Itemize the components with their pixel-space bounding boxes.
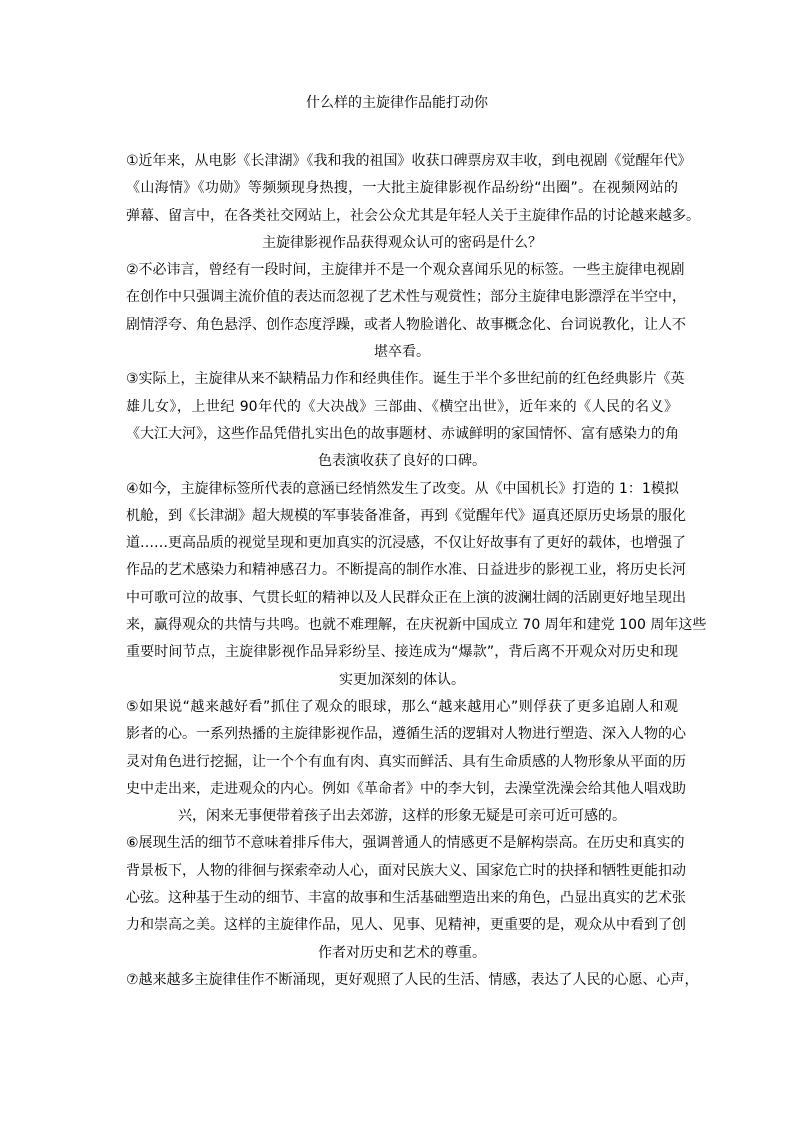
paragraph-7-line: ⑦越来越多主旋律佳作不断涌现，更好观照了人民的生活、情感，表达了人民的心愿、心声， (126, 971, 699, 988)
paragraph-2-line: 剧情浮夸、角色悬浮、创作态度浮躁，或者人物脸谱化、故事概念化、台词说教化，让人不 (126, 316, 686, 333)
paragraph-5-line: 灵对角色进行挖掘，让一个个有血有肉、真实而鲜活、具有生命质感的人物形象从平面的历 (126, 753, 686, 770)
paragraph-4-line: 重要时间节点，主旋律影视作品异彩纷呈、接连成为“爆款”，背后离不开观众对历史和现 (126, 644, 678, 661)
paragraph-4-line: 道……更高品质的视觉呈现和更加真实的沉浸感，不仅让好故事有了更好的载体，也增强了 (126, 535, 686, 552)
paragraph-2-line: 在创作中只强调主流价值的表达而忽视了艺术性与观赏性；部分主旋律电影漂浮在半空中， (126, 289, 686, 306)
paragraph-1-line: ①近年来，从电影《长津湖》《我和我的祖国》收获口碑票房双丰收，到电视剧《觉醒年代》 (126, 153, 692, 169)
paragraph-4-line: 机舱，到《长津湖》超大规模的军事装备准备，再到《觉醒年代》逼真还原历史场景的服化 (126, 507, 686, 524)
paragraph-6-line: ⑥展现生活的细节不意味着排斥伟大，强调普通人的情感更不是解构崇高。在历史和真实的 (126, 835, 685, 852)
paragraph-4-line: 中可歌可泣的故事、气贯长虹的精神以及人民群众正在上演的波澜壮阔的活剧更好地呈现出 (126, 589, 686, 606)
paragraph-6-last-line: 作者对历史和艺术的尊重。 (318, 944, 486, 961)
paragraph-5-line: ⑤如果说“越来越好看”抓住了观众的眼球，那么“越来越用心”则俘获了更多追剧人和观 (126, 698, 678, 715)
paragraph-1-line: 《山海情》《功勋》等频频现身热搜，一大批主旋律影视作品纷纷“出圈”。在视频网站的 (126, 180, 678, 197)
paragraph-6-line: 心弦。这种基于生动的细节、丰富的故事和生活基础塑造出来的角色，凸显出真实的艺术张 (126, 890, 686, 907)
paragraph-3-line: 《大江大河》，这些作品凭借扎实出色的故事题材、赤诚鲜明的家国情怀、富有感染力的角 (126, 425, 679, 442)
paragraph-5-last-line: 兴，闲来无事便带着孩子出去郊游，这样的形象无疑是可亲可近可感的。 (178, 808, 626, 825)
page-title: 什么样的主旋律作品能打动你 (306, 95, 488, 111)
article-body (126, 148, 707, 994)
paragraph-1-last-line: 主旋律影视作品获得观众认可的密码是什么？ (262, 234, 542, 251)
paragraph-5-line: 史中走出来，走进观众的内心。例如《革命者》中的李大钊，去澡堂洗澡会给其他人唱戏助 (126, 780, 686, 797)
paragraph-3-line: ③实际上，主旋律从来不缺精品力作和经典佳作。诞生于半个多世纪前的红色经典影片《英 (126, 371, 685, 388)
paragraph-6-line: 背景板下，人物的徘徊与探索牵动人心，面对民族大义、国家危亡时的抉择和牺牲更能扣动 (126, 862, 686, 879)
paragraph-4-line: 来，赢得观众的共情与共鸣。也就不难理解，在庆祝新中国成立 70 周年和建党 100 周年这些 (126, 617, 707, 634)
paragraph-4-line: 作品的艺术感染力和精神感召力。不断提高的制作水准、日益进步的影视工业，将历史长河 (126, 562, 686, 579)
paragraph-3-last-line: 色表演收获了良好的口碑。 (318, 453, 486, 470)
paragraph-2-line: ②不必讳言，曾经有一段时间，主旋律并不是一个观众喜闻乐见的标签。一些主旋律电视剧 (126, 262, 685, 279)
paragraph-4-line: ④如今，主旋律标签所代表的意涵已经悄然发生了改变。从《中国机长》打造的 1：1模拟 (126, 480, 679, 497)
paragraph-2-last-line: 堪卒看。 (374, 344, 430, 361)
paragraph-4-last-line: 实更加深刻的体认。 (339, 671, 465, 688)
paragraph-5-line: 影者的心。一系列热播的主旋律影视作品，遵循生活的逻辑对人物进行塑造、深入人物的心 (126, 726, 686, 743)
paragraph-3-line: 雄儿女》，上世纪 90年代的《大决战》三部曲、《横空出世》，近年来的《人民的名义》 (126, 398, 678, 415)
paragraph-6-line: 力和崇高之美。这样的主旋律作品，见人、见事、见精神，更重要的是，观众从中看到了创 (126, 917, 686, 934)
paragraph-1-line: 弹幕、留言中，在各类社交网站上，社会公众尤其是年轻人关于主旋律作品的讨论越来越多。 (126, 207, 700, 224)
